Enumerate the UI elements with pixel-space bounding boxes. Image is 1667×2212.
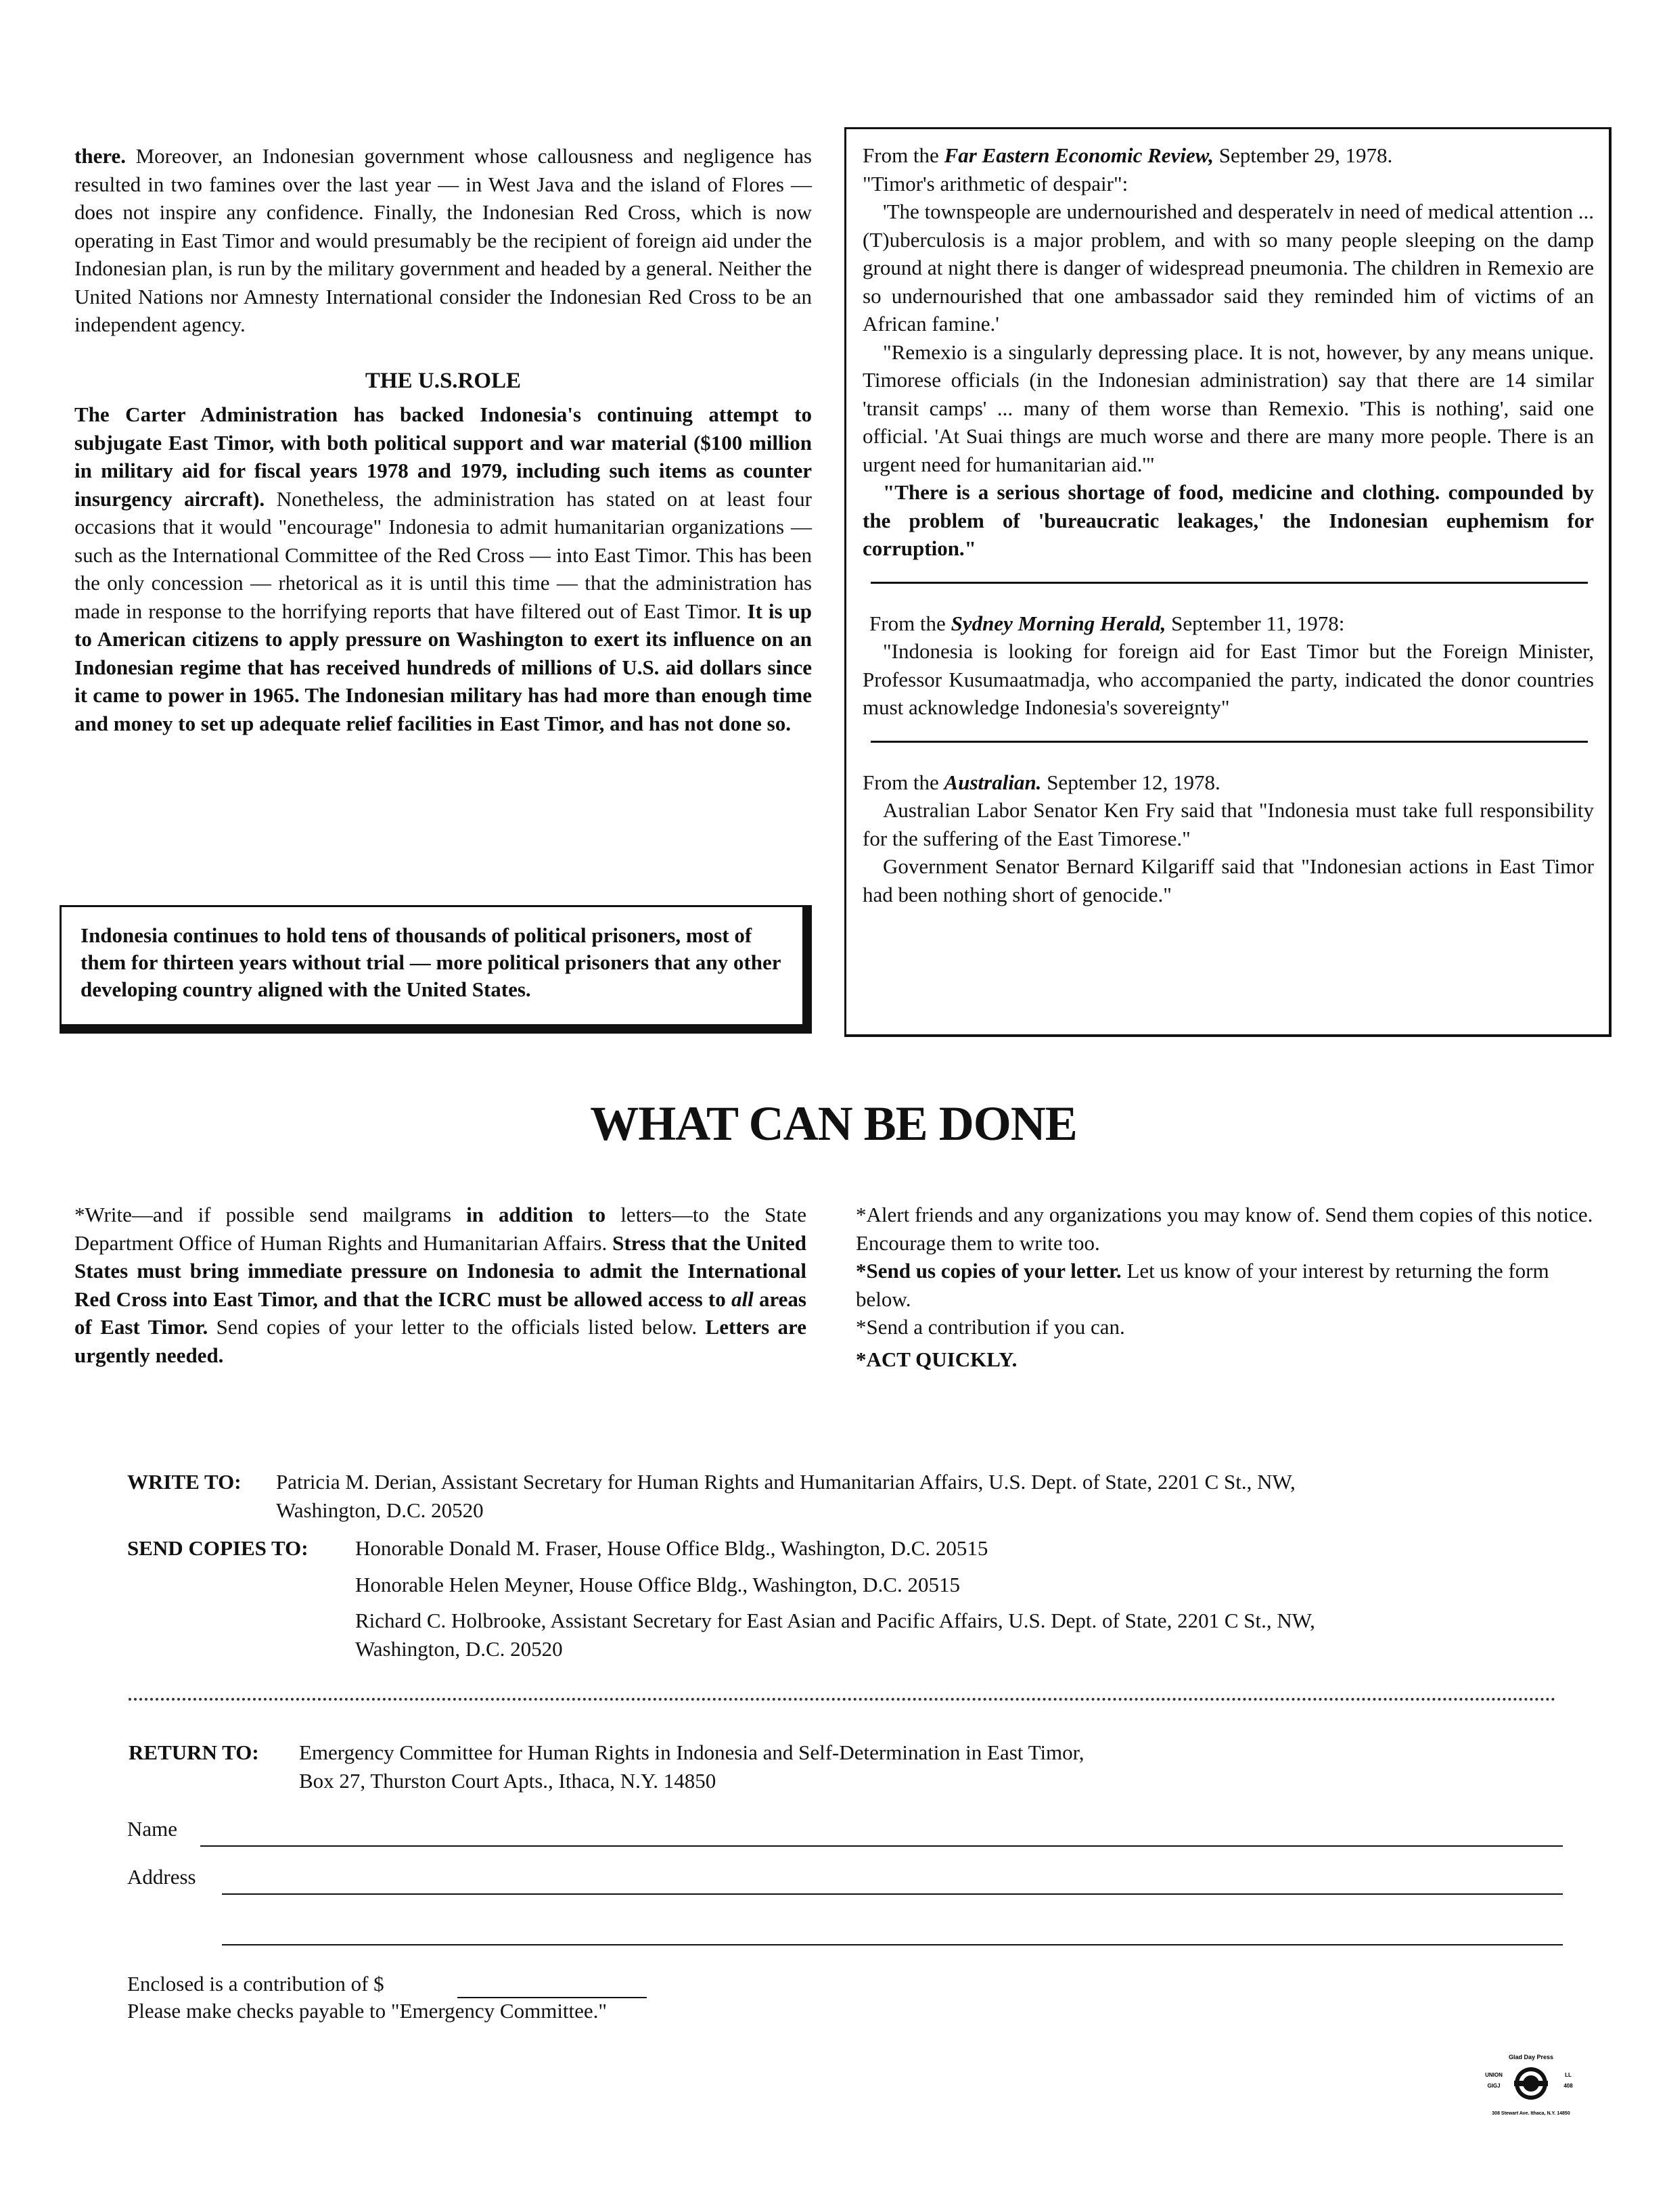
aus-quote-1: Australian Labor Senator Ken Fry said that "Indonesia must take full responsibility for the suffering of the East Timorese." xyxy=(863,798,1594,850)
write-to-line-2: Washington, D.C. 20520 xyxy=(276,1498,484,1522)
action-right-column xyxy=(856,1201,1593,1373)
write-bold-d: areas of East Timor. xyxy=(74,1287,806,1339)
political-prisoners-callout xyxy=(60,905,812,1034)
feer-prefix: From the xyxy=(863,143,944,167)
address-field-line-2[interactable] xyxy=(222,1944,1563,1945)
quote-divider xyxy=(871,741,1588,743)
alert-friends: *Alert friends and any organizations you may know of. Send them copies of this notice. Encourage them to write too. xyxy=(856,1203,1593,1255)
name-label: Name xyxy=(127,1817,178,1841)
address-label: Address xyxy=(127,1865,196,1889)
write-to-line-1: Patricia M. Derian, Assistant Secretary for Human Rights and Humanitarian Affairs, U.S. Dept. of State, 2201 C St., NW, xyxy=(276,1470,1296,1494)
send-copies-bold: *Send us copies of your letter. xyxy=(856,1259,1122,1283)
intro-bold: there. xyxy=(74,144,127,168)
return-line-1: Emergency Committee for Human Rights in Indonesia and Self-Determination in East Timor, xyxy=(299,1741,1084,1764)
smh-prefix: From the xyxy=(869,611,951,635)
write-to-label-text: WRITE TO: xyxy=(127,1470,242,1494)
copy-address-3-line-1: Richard C. Holbrooke, Assistant Secretary for East Asian and Pacific Affairs, U.S. Dept. of State, 2201 C St., NW, xyxy=(355,1609,1315,1632)
us-role-text: Nonetheless, the administration has stated on at least four occasions that it would "encourage" Indonesia to admit humanitarian organizations — such as the International Committee of the Red Cross — into East Timor. This has been the only concession — rhetorical as it is until this time — that the administration has made in response to the horrifying reports that have filtered out of East Timor. xyxy=(74,486,812,623)
return-to-address xyxy=(299,1738,1557,1795)
us-role-bold-1: The Carter Administration has backed Indonesia's continuing attempt to subjugate East Timor, with both political support and war material ($100 million in military aid for fiscal years 1978 and 1979, including such items as counter insurgency aircraft). xyxy=(74,402,812,511)
us-role-heading: THE U.S.ROLE xyxy=(365,368,522,393)
act-quickly-text: *ACT QUICKLY. xyxy=(856,1347,1018,1371)
us-role-bold-2: It is up to American citizens to apply pressure on Washington to exert its influence on an Indonesian regime that has received hundreds of millions of U.S. aid dollars since it came to power in 1965. The Indonesian military has had more than enough time and money to set up adequate relief facilities in East Timor, and has not done so. xyxy=(74,599,813,735)
action-left-column xyxy=(74,1201,806,1369)
send-copies-note xyxy=(856,1257,1593,1313)
callout-text: Indonesia continues to hold tens of thousands of political prisoners, most of them for thirteen years without trial — more political prisoners that any other developing country aligned with the United States. xyxy=(81,923,781,1001)
write-instructions xyxy=(74,1201,806,1369)
aus-quote-2: Government Senator Bernard Kilgariff said that "Indonesian actions in East Timor had been nothing short of genocide." xyxy=(863,854,1594,906)
feer-quote-1: 'The townspeople are undernourished and desperatelv in need of medical attention ... (T)uberculosis is a major problem, and with so many people sleeping on the damp ground at night there is danger of widespread pneumonia. The children in Remexio are so undernourished that one ambassador said they reminded him of victims of an African famine.' xyxy=(863,200,1594,336)
union-bug-bottom: 308 Stewart Ave. Ithaca, N.Y. 14850 xyxy=(1492,2111,1570,2116)
write-bold-a: in addition to xyxy=(466,1203,606,1226)
union-bug-top: Glad Day Press xyxy=(1508,2054,1554,2060)
send-copies-text: Let us know of your interest by returning the form below. xyxy=(856,1259,1549,1311)
write-bold-f: Letters are urgently needed. xyxy=(74,1315,807,1367)
union-bug-left-b: GIGJ xyxy=(1487,2083,1501,2089)
checks-payable: Please make checks payable to "Emergency Committee." xyxy=(127,1999,608,2023)
aus-date: September 12, 1978. xyxy=(1041,770,1220,794)
send-copies-label xyxy=(127,1534,309,1563)
feer-date: September 29, 1978. xyxy=(1213,143,1393,167)
feer-title: "Timor's arithmetic of despair": xyxy=(863,171,1128,195)
name-field[interactable] xyxy=(200,1845,1563,1847)
aus-source: Australian. xyxy=(944,770,1042,794)
union-bug-right-b: 408 xyxy=(1563,2083,1573,2089)
union-bug-icon xyxy=(1474,2050,1589,2124)
us-role-paragraph xyxy=(74,400,812,737)
union-bug-left-a: UNION xyxy=(1485,2072,1503,2078)
intro-text: Moreover, an Indonesian government whose callousness and negligence has resulted in two famines over the last year — in West Java and the island of Flores — does not inspire any confidence. Finally, the Indonesian Red Cross, which is now operating in East Timor and would presumably be the recipient of foreign aid under the Indonesian plan, is run by the military government and headed by a general. Neither the United Nations nor Amnesty International consider the Indonesian Red Cross to be an independent agency. xyxy=(74,144,812,336)
copy-address-2: Honorable Helen Meyner, House Office Bldg., Washington, D.C. 20515 xyxy=(355,1572,960,1596)
copy-address-1: Honorable Donald M. Fraser, House Office Bldg., Washington, D.C. 20515 xyxy=(355,1536,988,1560)
left-column xyxy=(74,142,812,737)
send-contribution: *Send a contribution if you can. xyxy=(856,1315,1125,1339)
send-copies-addresses xyxy=(355,1534,1566,1663)
cut-line xyxy=(129,1698,1556,1701)
write-to-label xyxy=(127,1468,242,1496)
contribution-label: Enclosed is a contribution of $ xyxy=(127,1972,384,1996)
return-to-label-text: RETURN TO: xyxy=(129,1741,259,1764)
feer-quote-2: "Remexio is a singularly depressing place. It is not, however, by any means unique. Timorese officials (in the Indonesian administration) say that there are 14 similar 'transit camps' ... many of them worse than Remexio. 'This is nothing', said one official. 'At Suai things are much worse and there are many more people. There is an urgent need for humanitarian aid.'" xyxy=(863,340,1594,476)
copy-address-3-line-2: Washington, D.C. 20520 xyxy=(355,1636,563,1661)
smh-date: September 11, 1978: xyxy=(1166,611,1345,635)
feer-quote-3: "There is a serious shortage of food, medicine and clothing. compounded by the problem of 'bureaucratic leakages,' the Indonesian euphemism for corruption." xyxy=(863,480,1594,560)
write-to-address xyxy=(276,1468,1561,1524)
union-bug-right-a: LL xyxy=(1565,2072,1572,2078)
union-printer-logo xyxy=(1474,2050,1589,2124)
write-text-a: *Write—and if possible send mailgrams xyxy=(74,1203,467,1226)
act-quickly xyxy=(856,1345,1593,1374)
aus-prefix: From the xyxy=(863,770,944,794)
smh-source: Sydney Morning Herald, xyxy=(951,611,1166,635)
return-to-label xyxy=(129,1738,259,1767)
feer-source-line xyxy=(863,141,1594,170)
write-text-e: Send copies of your letter to the officials listed below. xyxy=(208,1315,706,1339)
page-title: WHAT CAN BE DONE xyxy=(590,1097,1077,1151)
aus-source-line xyxy=(863,768,1594,797)
smh-quote: "Indonesia is looking for foreign aid for East Timor but the Foreign Minister, Professor Kusumaatmadja, who accompanied the party, indicated the donor countries must acknowledge Indonesia's sovereignty" xyxy=(863,639,1594,719)
write-italic-all: all xyxy=(731,1287,754,1311)
send-copies-label-text: SEND COPIES TO: xyxy=(127,1536,309,1560)
write-text-b: letters—to the State Department Office of Human Rights and Humanitarian Affairs. xyxy=(74,1203,807,1255)
write-bold-c: Stress that the United States must bring immediate pressure on Indonesia to admit the International Red Cross into East Timor, and that the ICRC must be allowed access to xyxy=(74,1230,806,1311)
intro-paragraph xyxy=(74,142,812,339)
return-line-2: Box 27, Thurston Court Apts., Ithaca, N.Y. 14850 xyxy=(299,1768,716,1793)
address-field[interactable] xyxy=(222,1893,1563,1895)
feer-source: Far Eastern Economic Review, xyxy=(944,143,1214,167)
press-quotes-box xyxy=(844,127,1612,1037)
quote-divider xyxy=(871,582,1588,584)
smh-source-line xyxy=(863,609,1594,638)
